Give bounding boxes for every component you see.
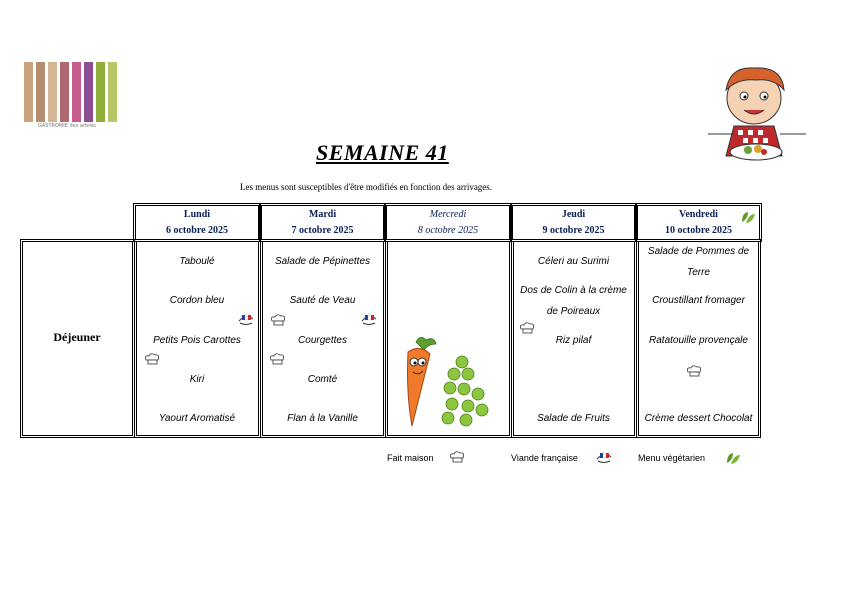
day-name: Lundi [183, 209, 211, 220]
dish: Céleri au Surimi [537, 256, 610, 267]
legend-viande-francaise-label: Viande française [511, 453, 578, 463]
chef-boy-illustration [704, 60, 808, 178]
logo-bar [24, 62, 33, 122]
day-header-mardi [261, 205, 384, 240]
dish: Kiri [189, 374, 205, 385]
logo-bar [72, 62, 81, 122]
fait-maison-chef-hat-icon [448, 450, 466, 464]
dish: Yaourt Aromatisé [158, 413, 236, 424]
dish: Taboulé [179, 256, 215, 267]
legend-fait-maison-label: Fait maison [387, 453, 434, 463]
day-date: 10 octobre 2025 [664, 225, 733, 236]
dish: Terre [687, 267, 710, 278]
carrot-and-peas-illustration [390, 334, 490, 432]
dish: Salade de Pommes de [647, 246, 750, 257]
vegetarian-leaf-icon [740, 210, 756, 224]
day-date: 9 octobre 2025 [542, 225, 605, 236]
fait-maison-chef-hat-icon [143, 352, 161, 366]
french-meat-flag-icon [594, 449, 614, 465]
dish: Flan à la Vanille [287, 413, 358, 424]
fait-maison-chef-hat-icon [518, 321, 536, 335]
day-name: Jeudi [561, 209, 586, 220]
dish: Comté [307, 374, 338, 385]
dish: Courgettes [298, 335, 347, 346]
day-date: 6 octobre 2025 [165, 225, 229, 236]
logo-bar [60, 62, 69, 122]
logo-bar [108, 62, 117, 122]
french-meat-flag-icon [236, 311, 256, 327]
dish: Salade de Fruits [537, 413, 610, 424]
legend-menu-vegetarien-label: Menu végétarien [638, 453, 706, 463]
fait-maison-chef-hat-icon [269, 313, 287, 327]
notice-text: Les menus sont susceptibles d'être modifiés en fonction des arrivages. [240, 182, 493, 192]
day-name: Mardi [308, 209, 337, 220]
logo-bar [84, 62, 93, 122]
dish: Ratatouille provençale [649, 335, 748, 346]
meal-label-dejeuner: Déjeuner [53, 330, 101, 344]
dish: de Poireaux [546, 306, 601, 317]
dish: Sauté de Veau [289, 295, 356, 306]
dish: Croustillant fromager [652, 295, 745, 306]
fait-maison-chef-hat-icon [685, 364, 703, 378]
dish: Dos de Colin à la crème [520, 285, 627, 296]
logo-bar [96, 62, 105, 122]
day-name: Mercredi [429, 209, 467, 220]
logo-bar [48, 62, 57, 122]
day-header-lundi [135, 205, 259, 240]
french-meat-flag-icon [359, 311, 379, 327]
day-header-mercredi [386, 205, 510, 240]
dish: Salade de Pépinettes [274, 256, 371, 267]
dish: Riz pilaf [555, 335, 592, 346]
logo-text: GASTROMIE des arbres [38, 123, 96, 129]
dish: Crème dessert Chocolat [644, 413, 753, 424]
dish: Cordon bleu [169, 295, 225, 306]
day-date: 8 octobre 2025 [417, 225, 479, 236]
dish: Petits Pois Carottes [153, 335, 241, 346]
page-title: SEMAINE 41 [316, 140, 449, 165]
day-header-vendredi [637, 205, 760, 240]
logo-bar [36, 62, 45, 122]
logo [24, 62, 120, 134]
day-date: 7 octobre 2025 [291, 225, 354, 236]
fait-maison-chef-hat-icon [268, 352, 286, 366]
vegetarian-leaf-icon [725, 451, 741, 465]
day-name: Vendredi [679, 209, 718, 220]
day-header-jeudi [512, 205, 635, 240]
